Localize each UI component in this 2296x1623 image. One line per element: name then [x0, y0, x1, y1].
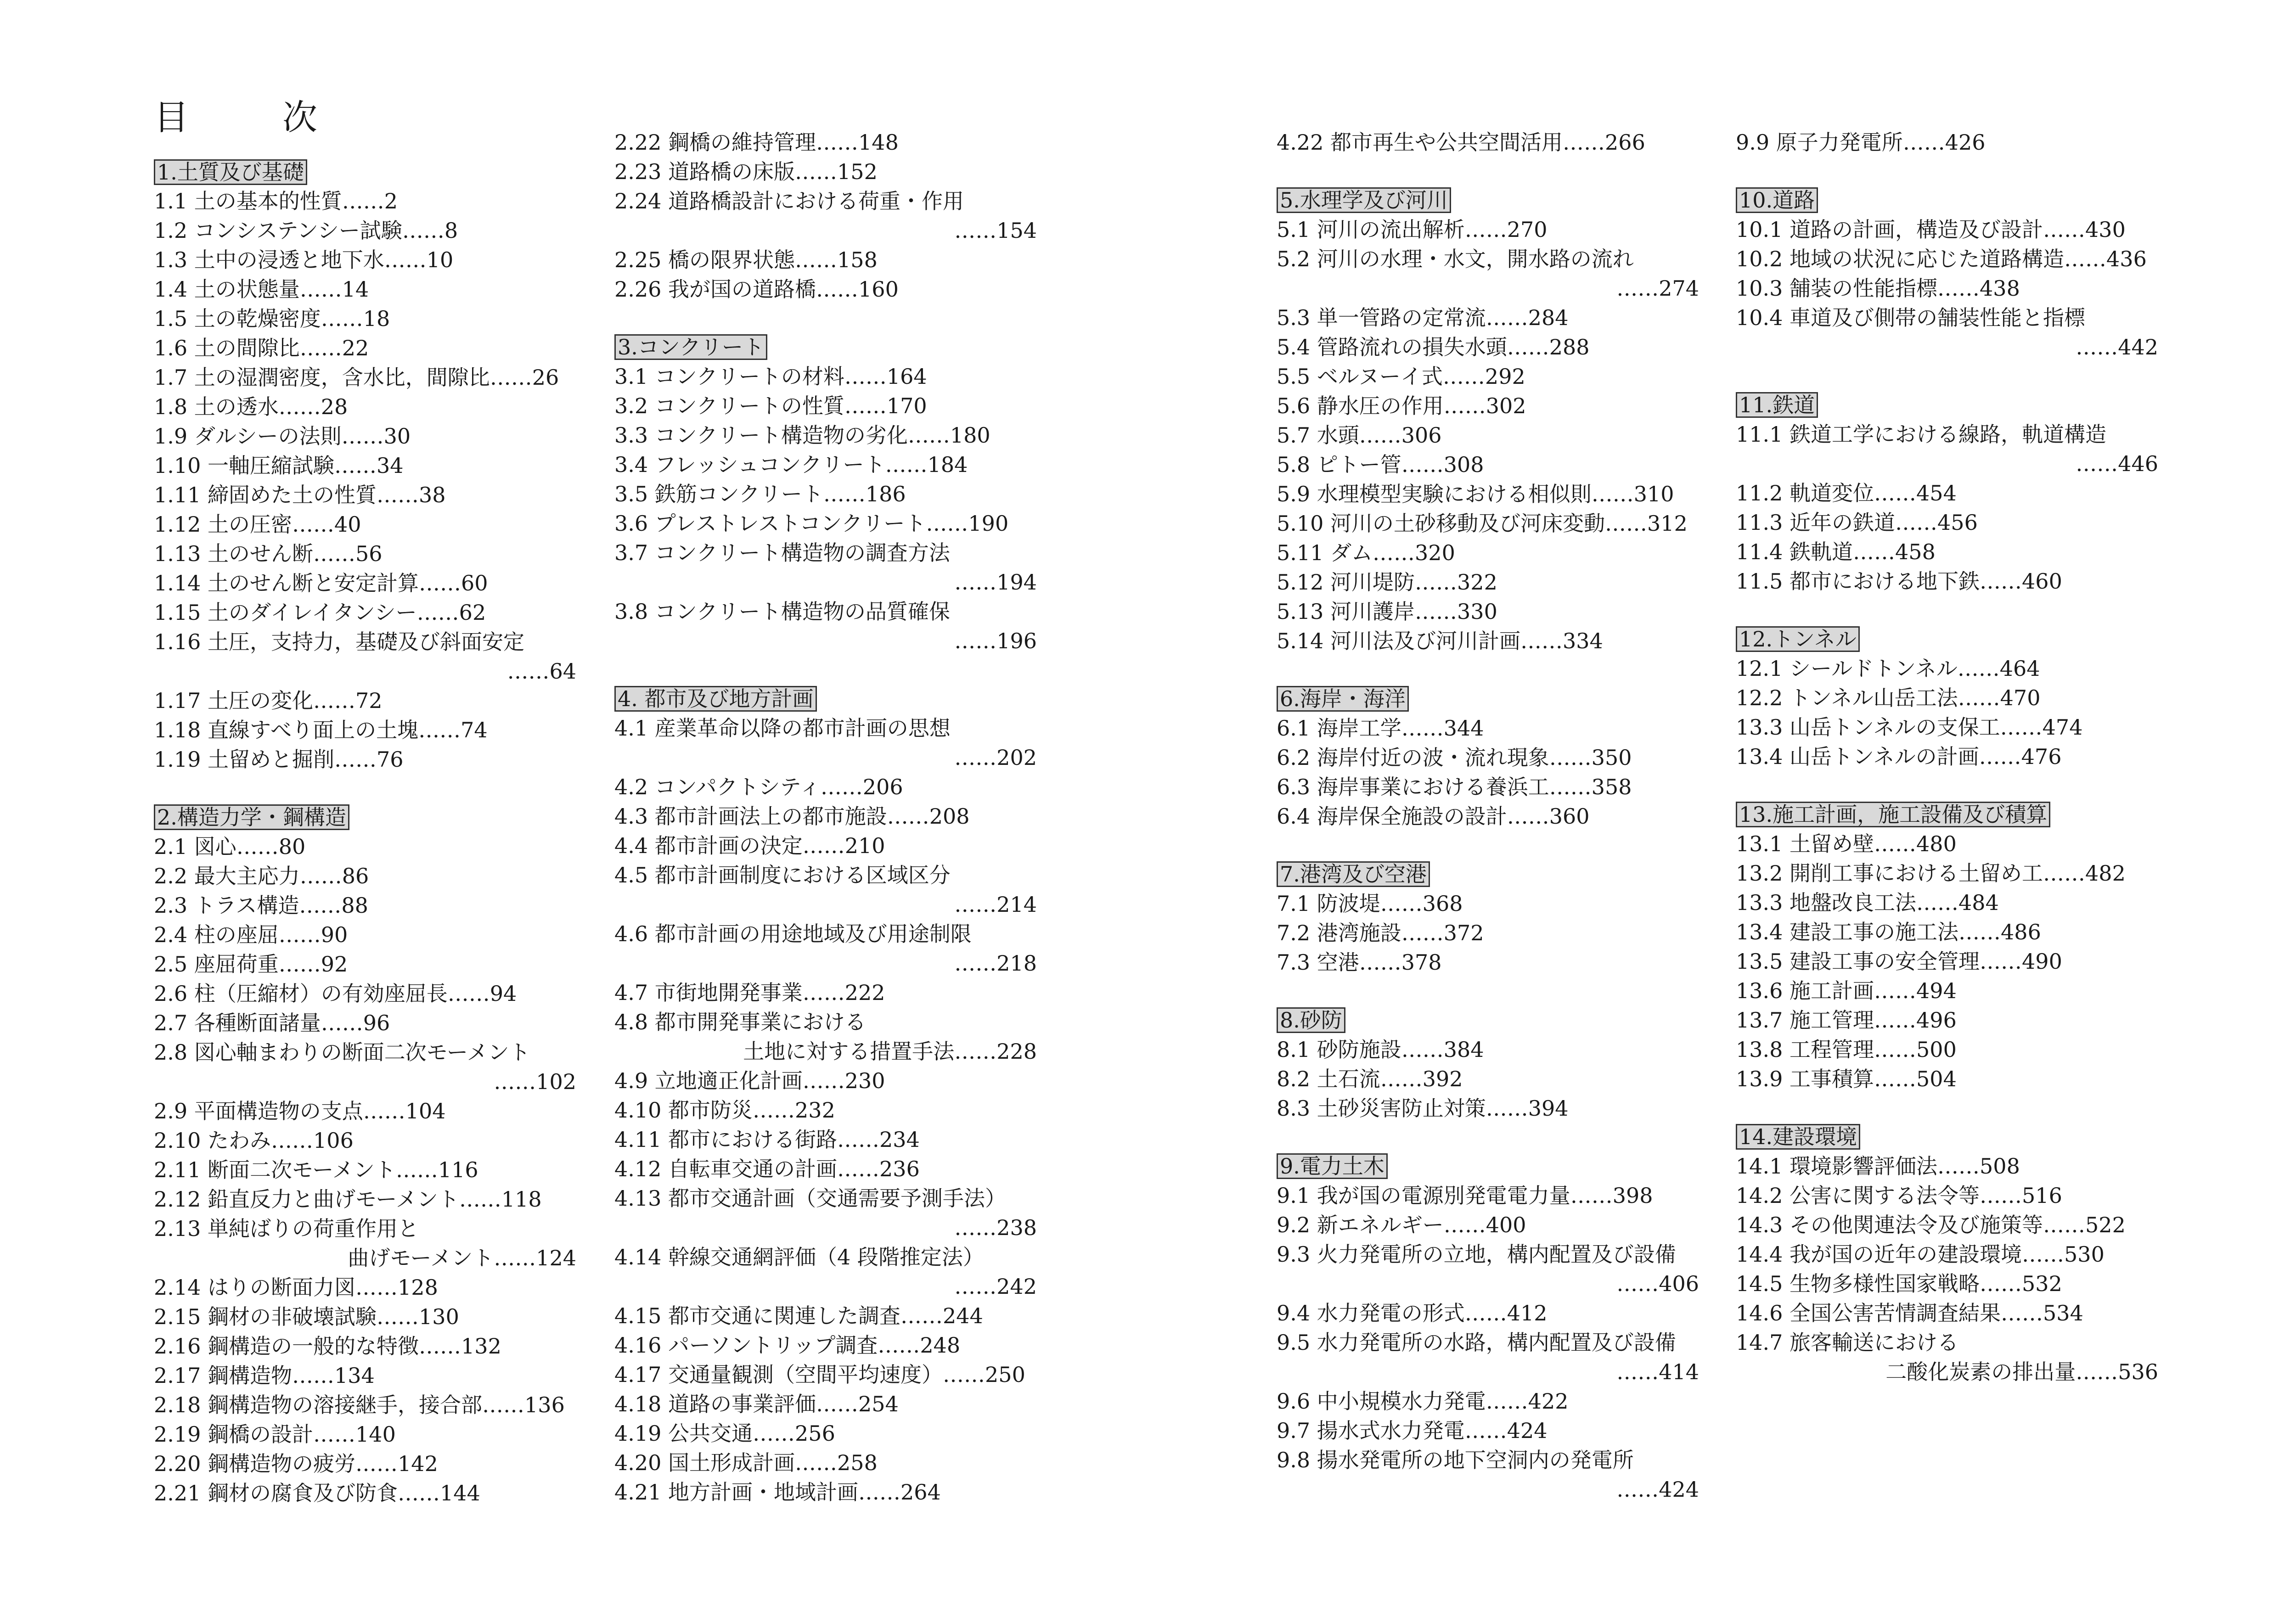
toc-entry: 2.11 断面二次モーメント……116 [154, 1157, 478, 1182]
toc-entry: 4.4 都市計画の決定……210 [614, 833, 885, 858]
section-heading-label: 3.コンクリート [614, 334, 767, 360]
toc-entry: 2.2 最大主応力……86 [154, 864, 369, 888]
toc-entry: 2.21 鋼材の腐食及び防食……144 [154, 1481, 480, 1505]
toc-entry: 3.7 コンクリート構造物の調査方法 [614, 540, 950, 565]
section-heading-label: 6.海岸・海洋 [1277, 686, 1409, 712]
toc-entry: 2.26 我が国の道路橋……160 [614, 277, 899, 302]
toc-entry: 5.5 ベルヌーイ式……292 [1277, 364, 1525, 389]
toc-entry: 1.7 土の湿潤密度，含水比，間隙比……26 [154, 365, 559, 390]
toc-entry: 10.3 舗装の性能指標……438 [1736, 276, 2020, 301]
section-heading [1277, 1005, 1699, 1035]
toc-entry: 4.22 都市再生や公共空間活用……266 [1277, 130, 1645, 155]
toc-column-1 [154, 0, 576, 1623]
toc-entry: 5.13 河川護岸……330 [1277, 599, 1497, 624]
section-heading [1736, 1122, 2158, 1151]
toc-entry: 1.14 土のせん断と安定計算……60 [154, 571, 488, 595]
toc-entry: 4.1 産業革命以降の都市計画の思想 [614, 716, 951, 741]
toc-continuation: ……238 [954, 1215, 1037, 1240]
toc-entry: 2.1 図心……80 [154, 834, 306, 859]
toc-entry: 1.18 直線すべり面上の土塊……74 [154, 718, 488, 742]
section-heading [614, 332, 1037, 362]
toc-entry: 2.23 道路橋の床版……152 [614, 159, 878, 184]
section-heading [1277, 1151, 1699, 1181]
toc-entry: 1.8 土の透水……28 [154, 394, 348, 419]
toc-entry: 4.14 幹線交通網評価（4 段階推定法） [614, 1245, 984, 1269]
toc-entry: 11.5 都市における地下鉄……460 [1736, 569, 2062, 594]
toc-entry: 1.6 土の間隙比……22 [154, 336, 369, 360]
toc-entry: 1.17 土圧の変化……72 [154, 688, 383, 713]
toc-entry: 11.4 鉄軌道……458 [1736, 539, 1936, 564]
toc-entry: 9.2 新エネルギー……400 [1277, 1213, 1526, 1237]
toc-entry: 13.4 山岳トンネルの計画……476 [1736, 744, 2062, 769]
toc-entry: 1.1 土の基本的性質……2 [154, 189, 398, 213]
section-heading [614, 684, 1037, 713]
toc-entry: 4.2 コンパクトシティ……206 [614, 775, 903, 799]
toc-entry: 4.15 都市交通に関連した調査……244 [614, 1303, 983, 1328]
toc-entry: 2.19 鋼橋の設計……140 [154, 1422, 396, 1447]
page-title: 目 次 [154, 97, 347, 138]
toc-entry: 1.19 土留めと掘削……76 [154, 747, 404, 772]
toc-entry: 1.15 土のダイレイタンシー……62 [154, 600, 486, 625]
section-heading [1277, 684, 1699, 713]
toc-continuation: ……424 [1616, 1477, 1699, 1502]
toc-continuation: ……274 [1616, 276, 1699, 301]
section-heading [154, 803, 576, 832]
toc-entry: 5.12 河川堤防……322 [1277, 570, 1497, 595]
toc-entry: 3.8 コンクリート構造物の品質確保 [614, 599, 950, 624]
toc-entry: 5.10 河川の土砂移動及び河床変動……312 [1277, 511, 1688, 536]
toc-entry: 9.6 中小規模水力発電……422 [1277, 1389, 1569, 1414]
toc-entry: 5.11 ダム……320 [1277, 540, 1455, 565]
toc-entry: 2.9 平面構造物の支点……104 [154, 1099, 446, 1123]
section-heading [1736, 185, 2158, 215]
toc-entry: 2.14 はりの断面力図……128 [154, 1275, 438, 1300]
toc-continuation: ……194 [954, 570, 1037, 595]
toc-entry: 1.3 土中の浸透と地下水……10 [154, 247, 454, 272]
toc-continuation: ……196 [954, 629, 1037, 653]
toc-entry: 4.3 都市計画法上の都市施設……208 [614, 804, 970, 829]
section-heading [1736, 390, 2158, 420]
toc-entry: 3.4 フレッシュコンクリート……184 [614, 452, 968, 477]
toc-entry: 1.11 締固めた土の性質……38 [154, 483, 446, 507]
toc-entry: 4.13 都市交通計画（交通需要予測手法） [614, 1186, 1007, 1211]
toc-column-3 [1277, 0, 1699, 1623]
toc-entry: 8.3 土砂災害防止対策……394 [1277, 1096, 1569, 1121]
toc-continuation: ……102 [494, 1069, 576, 1094]
toc-continuation: 曲げモーメント……124 [348, 1246, 576, 1270]
toc-entry: 7.3 空港……378 [1277, 950, 1442, 975]
toc-continuation: ……154 [954, 218, 1037, 243]
toc-entry: 5.14 河川法及び河川計画……334 [1277, 629, 1603, 653]
toc-entry: 5.3 単一管路の定常流……284 [1277, 305, 1569, 330]
toc-entry: 14.4 我が国の近年の建設環境……530 [1736, 1242, 2105, 1267]
toc-entry: 5.6 静水圧の作用……302 [1277, 393, 1526, 418]
toc-entry: 13.1 土留め壁……480 [1736, 831, 1957, 856]
toc-continuation: 土地に対する措置手法……228 [743, 1039, 1037, 1064]
toc-entry: 5.2 河川の水理・水文，開水路の流れ [1277, 247, 1634, 271]
toc-entry: 4.9 立地適正化計画……230 [614, 1068, 885, 1093]
section-heading-label: 14.建設環境 [1736, 1124, 1860, 1150]
section-heading [1736, 624, 2158, 654]
toc-entry: 12.1 シールドトンネル……464 [1736, 656, 2040, 681]
toc-entry: 9.5 水力発電所の水路，構内配置及び設備 [1277, 1330, 1676, 1355]
toc-column-4 [1736, 0, 2158, 1623]
toc-entry: 5.9 水理模型実験における相似則……310 [1277, 482, 1674, 506]
toc-entry: 14.2 公害に関する法令等……516 [1736, 1183, 2062, 1208]
toc-entry: 4.12 自転車交通の計画……236 [614, 1157, 920, 1181]
toc-entry: 10.4 車道及び側帯の舗装性能と指標 [1736, 305, 2086, 330]
toc-entry: 12.2 トンネル山岳工法……470 [1736, 685, 2041, 710]
toc-entry: 1.9 ダルシーの法則……30 [154, 424, 411, 449]
toc-entry: 4.7 市街地開発事業……222 [614, 980, 885, 1005]
section-heading-label: 10.道路 [1736, 187, 1818, 213]
toc-entry: 9.3 火力発電所の立地，構内配置及び設備 [1277, 1242, 1676, 1267]
section-heading-label: 12.トンネル [1736, 626, 1860, 652]
toc-entry: 5.7 水頭……306 [1277, 423, 1442, 448]
toc-continuation: ……202 [954, 745, 1037, 770]
toc-entry: 7.1 防波堤……368 [1277, 891, 1463, 916]
toc-entry: 11.2 軌道変位……454 [1736, 481, 1957, 505]
toc-entry: 13.7 施工管理……496 [1736, 1008, 1957, 1033]
section-heading-label: 7.港湾及び空港 [1277, 861, 1430, 887]
toc-continuation: ……442 [2076, 335, 2158, 359]
section-heading-label: 4. 都市及び地方計画 [614, 686, 817, 712]
toc-entry: 13.9 工事積算……504 [1736, 1067, 1957, 1091]
toc-entry: 1.13 土のせん断……56 [154, 541, 383, 566]
toc-entry: 4.18 道路の事業評価……254 [614, 1392, 899, 1416]
toc-entry: 14.5 生物多様性国家戦略……532 [1736, 1271, 2062, 1296]
toc-entry: 2.5 座屈荷重……92 [154, 952, 348, 977]
section-heading [1277, 859, 1699, 889]
toc-entry: 4.16 パーソントリップ調査……248 [614, 1333, 961, 1358]
toc-entry: 4.20 国土形成計画……258 [614, 1450, 878, 1475]
toc-entry: 1.12 土の圧密……40 [154, 512, 361, 537]
toc-entry: 2.15 鋼材の非破壊試験……130 [154, 1304, 459, 1329]
toc-entry: 2.3 トラス構造……88 [154, 893, 368, 918]
toc-entry: 4.19 公共交通……256 [614, 1421, 835, 1446]
toc-entry: 2.18 鋼構造物の溶接継手，接合部……136 [154, 1393, 565, 1417]
toc-entry: 9.8 揚水発電所の地下空洞内の発電所 [1277, 1448, 1634, 1472]
toc-entry: 8.1 砂防施設……384 [1277, 1037, 1484, 1062]
toc-entry: 14.3 その他関連法令及び施策等……522 [1736, 1213, 2126, 1237]
toc-entry: 1.10 一軸圧縮試験……34 [154, 453, 404, 478]
toc-entry: 2.7 各種断面諸量……96 [154, 1011, 390, 1035]
toc-entry: 2.24 道路橋設計における荷重・作用 [614, 189, 964, 213]
toc-entry: 3.5 鉄筋コンクリート……186 [614, 482, 906, 506]
toc-entry: 1.4 土の状態量……14 [154, 277, 369, 302]
toc-entry: 3.1 コンクリートの材料……164 [614, 364, 927, 389]
toc-entry: 2.22 鋼橋の維持管理……148 [614, 130, 899, 155]
toc-entry: 13.4 建設工事の施工法……486 [1736, 920, 2041, 944]
toc-entry: 2.12 鉛直反力と曲げモーメント……118 [154, 1187, 542, 1212]
toc-continuation: ……242 [954, 1274, 1037, 1299]
toc-entry: 3.3 コンクリート構造物の劣化……180 [614, 423, 990, 448]
toc-entry: 4.8 都市開発事業における [614, 1010, 866, 1034]
toc-entry: 13.2 開削工事における土留め工……482 [1736, 861, 2126, 886]
toc-entry: 5.4 管路流れの損失水頭……288 [1277, 335, 1590, 359]
section-heading-label: 8.砂防 [1277, 1007, 1345, 1033]
toc-entry: 9.7 揚水式水力発電……424 [1277, 1418, 1548, 1443]
toc-entry: 6.1 海岸工学……344 [1277, 716, 1484, 741]
toc-column-2 [614, 0, 1037, 1623]
toc-entry: 2.4 柱の座屈……90 [154, 922, 348, 947]
toc-entry: 5.8 ピトー管……308 [1277, 452, 1484, 477]
toc-entry: 2.16 鋼構造の一般的な特徴……132 [154, 1334, 501, 1359]
toc-entry: 6.3 海岸事業における養浜工……358 [1277, 775, 1632, 799]
toc-entry: 6.2 海岸付近の波・流れ現象……350 [1277, 745, 1632, 770]
toc-entry: 13.6 施工計画……494 [1736, 978, 1957, 1003]
toc-entry: 10.2 地域の状況に応じた道路構造……436 [1736, 247, 2147, 271]
toc-entry: 2.25 橋の限界状態……158 [614, 247, 878, 272]
toc-entry: 1.16 土圧，支持力，基礎及び斜面安定 [154, 629, 525, 654]
toc-entry: 4.10 都市防災……232 [614, 1098, 835, 1123]
toc-continuation: ……218 [954, 951, 1037, 976]
toc-entry: 4.5 都市計画制度における区域区分 [614, 863, 951, 887]
toc-continuation: ……406 [1616, 1271, 1699, 1296]
toc-entry: 10.1 道路の計画，構造及び設計……430 [1736, 217, 2126, 242]
toc-entry: 13.3 地盤改良工法……484 [1736, 890, 1999, 915]
toc-entry: 2.6 柱（圧縮材）の有効座屈長……94 [154, 981, 517, 1006]
section-heading-label: 11.鉄道 [1736, 392, 1818, 418]
toc-entry: 13.8 工程管理……500 [1736, 1037, 1957, 1062]
section-heading-label: 9.電力土木 [1277, 1153, 1388, 1179]
toc-entry: 14.7 旅客輸送における [1736, 1330, 1959, 1355]
toc-entry: 2.10 たわみ……106 [154, 1128, 354, 1153]
toc-entry: 5.1 河川の流出解析……270 [1277, 217, 1548, 242]
toc-entry: 2.13 単純ばりの荷重作用と [154, 1216, 419, 1241]
section-heading-label: 5.水理学及び河川 [1277, 187, 1451, 213]
section-heading-label: 13.施工計画，施工設備及び積算 [1736, 802, 2050, 827]
toc-entry: 3.2 コンクリートの性質……170 [614, 393, 927, 418]
toc-entry: 9.4 水力発電の形式……412 [1277, 1301, 1548, 1325]
toc-continuation: ……446 [2076, 451, 2158, 476]
toc-entry: 6.4 海岸保全施設の設計……360 [1277, 804, 1590, 829]
toc-entry: 4.17 交通量観測（空間平均速度）……250 [614, 1362, 1025, 1387]
section-heading [154, 157, 576, 187]
toc-continuation: ……214 [954, 892, 1037, 917]
toc-continuation: ……64 [507, 659, 576, 684]
toc-entry: 3.6 プレストレストコンクリート……190 [614, 511, 1009, 536]
toc-entry: 13.3 山岳トンネルの支保工……474 [1736, 715, 2083, 740]
toc-entry: 2.8 図心軸まわりの断面二次モーメント [154, 1040, 530, 1065]
toc-entry: 4.11 都市における街路……234 [614, 1127, 920, 1152]
toc-continuation: 二酸化炭素の排出量……536 [1885, 1359, 2158, 1384]
section-heading-label: 2.構造力学・鋼構造 [154, 804, 349, 830]
toc-entry: 8.2 土石流……392 [1277, 1067, 1463, 1091]
toc-entry: 2.20 鋼構造物の疲労……142 [154, 1451, 438, 1476]
toc-entry: 13.5 建設工事の安全管理……490 [1736, 949, 2062, 974]
section-heading [1736, 800, 2158, 829]
toc-entry: 9.1 我が国の電源別発電電力量……398 [1277, 1183, 1653, 1208]
toc-entry: 1.5 土の乾燥密度……18 [154, 306, 390, 331]
toc-entry: 2.17 鋼構造物……134 [154, 1363, 375, 1388]
toc-entry: 11.1 鉄道工学における線路，軌道構造 [1736, 422, 2107, 447]
toc-entry: 4.21 地方計画・地域計画……264 [614, 1480, 941, 1505]
toc-continuation: ……414 [1616, 1359, 1699, 1384]
toc-entry: 11.3 近年の鉄道……456 [1736, 510, 1978, 535]
section-heading [1277, 185, 1699, 215]
toc-entry: 1.2 コンシステンシー試験……8 [154, 218, 458, 243]
toc-entry: 9.9 原子力発電所……426 [1736, 130, 1986, 155]
toc-entry: 7.2 港湾施設……372 [1277, 921, 1484, 945]
section-heading-label: 1.土質及び基礎 [154, 159, 307, 185]
toc-entry: 14.1 環境影響評価法……508 [1736, 1154, 2020, 1179]
toc-entry: 14.6 全国公害苦情調査結果……534 [1736, 1301, 2083, 1325]
toc-entry: 4.6 都市計画の用途地域及び用途制限 [614, 921, 972, 946]
